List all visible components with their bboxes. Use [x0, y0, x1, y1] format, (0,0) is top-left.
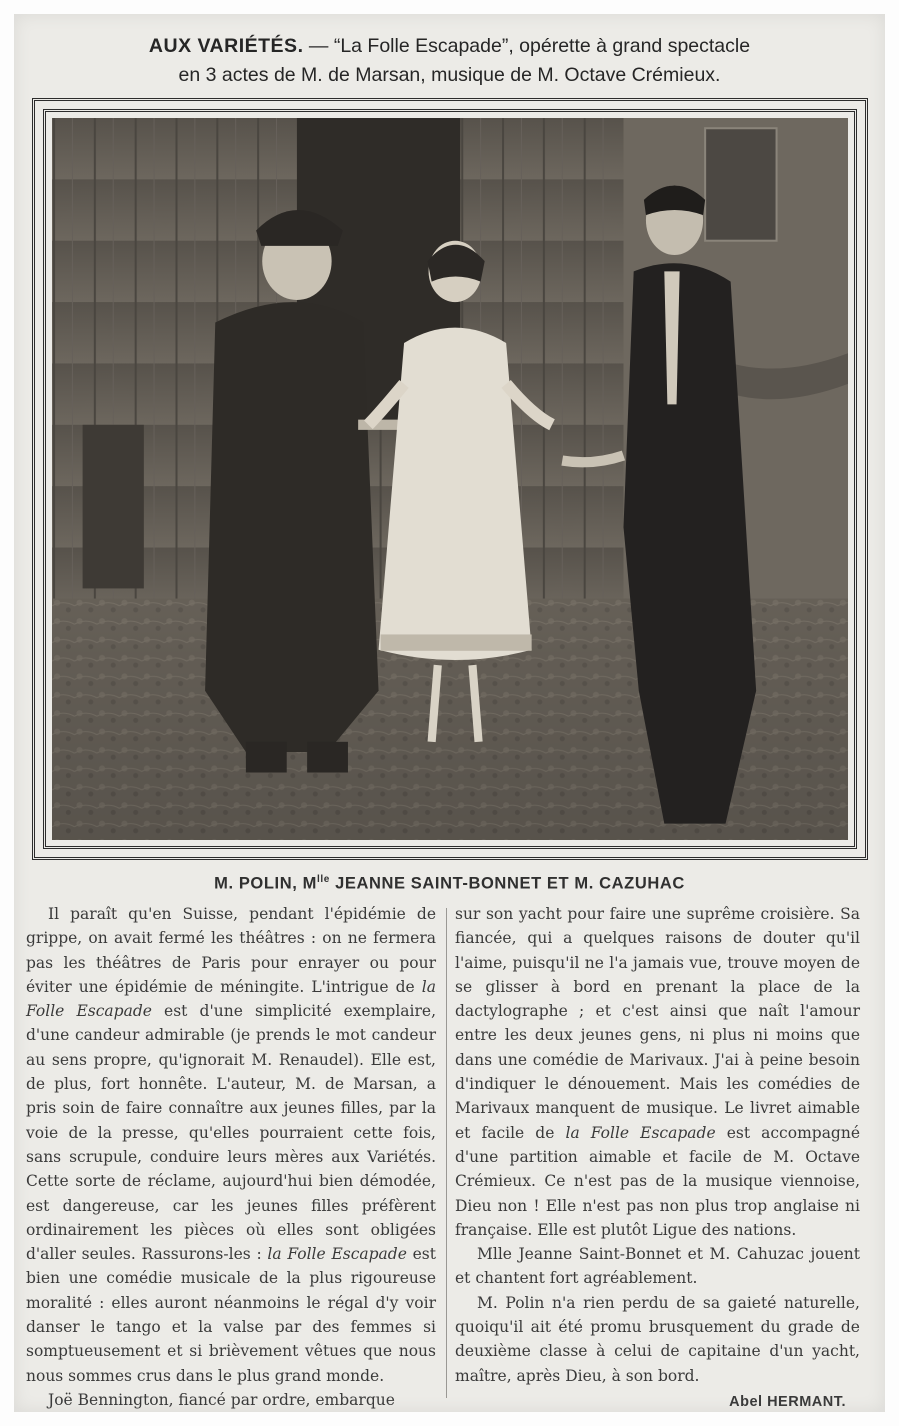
photo-caption: [14, 874, 885, 894]
photo-frame: [32, 98, 868, 860]
caption-superscript: lle: [316, 874, 330, 885]
newspaper-page: [14, 14, 885, 1412]
paragraph-text: est d'une simplicité exemplaire, d'une candeur admirable (je prends le mot candeur au sens propre, qu'ignorait M. Renaudel). Elle est, de plus, fort honnête. L'auteur, M. de Marsan, a pris soin de faire connaître aux jeunes filles, par la voie de la presse, qu'elles pourraient cette fois, sans scrupule, conduire leurs mères aux Variétés. Cette sorte de réclame, aujourd'hui bien démodée, est dangereuse, car les jeunes filles préfèrent ordinairement les pièces où elles sont obligées d'aller seules. Rassurons-les :: [26, 1002, 437, 1264]
article-column-right: [455, 902, 860, 1414]
stage-photograph: [52, 118, 848, 840]
article-paragraph: M. Polin n'a rien perdu de sa gaieté naturelle, quoiqu'il ait été promu brusquement du grade de deuxième classe à celui de capitaine d'un yacht, maître, après Dieu, à son bord.: [455, 1293, 860, 1385]
play-title: la Folle Escapade: [26, 977, 436, 1021]
article-paragraph: Mlle Jeanne Saint-Bonnet et M. Cahuzac jouent et chantent fort agréablement.: [455, 1245, 860, 1288]
paragraph-text: est accompagné d'une partition aimable et facile de M. Octave Crémieux. Ce n'est pas de la musique viennoise, Dieu non ! Elle n'est pas non plus trop anglaise ni française. Elle est plutôt Ligue des nations.: [455, 1123, 861, 1239]
paragraph-text: Il paraît qu'en Suisse, pendant l'épidémie de grippe, on avait fermé les théâtres : on ne fermera pas les théâtres de Paris pour enrayer ou pour éviter une épidémie de méningite. L'intrigue de: [26, 905, 436, 996]
headline-title-line1: — “La Folle Escapade”, opérette à grand spectacle: [303, 35, 751, 57]
photo-frame-inner: [43, 109, 857, 849]
author-signature: Abel HERMANT.: [729, 1393, 846, 1410]
paragraph-text: est bien une comédie musicale de la plus rigoureuse moralité : elles auront néanmoins le régal d'y voir danser le tango et la valse par des femmes si somptueusement et si brièvement vêtues que nous nous sommes crus dans le plus grand monde.: [26, 1245, 436, 1385]
paragraph-text: sur son yacht pour faire une suprême croisière. Sa fiancée, qui a quelques raisons de douter qu'il l'aime, puisqu'il ne l'a jamais vue, trouve moyen de se glisser à bord en prenant la place de la dactylographe ; et c'est ainsi que naît l'amour entre les deux jeunes gens, ni plus ni moins que dans une comédie de Marivaux. J'ai à peine besoin d'indiquer le dénouement. Mais les comédies de Marivaux manquent de musique. Le livret aimable et facile de: [455, 905, 860, 1142]
column-divider: [446, 908, 447, 1398]
play-title: la Folle Escapade: [267, 1245, 407, 1264]
article-paragraph: [455, 902, 860, 1242]
article-paragraph: Joë Bennington, fiancé par ordre, embarque: [48, 1390, 395, 1409]
caption-part2: JEANNE SAINT-BONNET ET M. CAZUHAC: [329, 874, 685, 893]
play-title: la Folle Escapade: [565, 1123, 716, 1142]
article-paragraph: [26, 902, 436, 1388]
article-column-left: [26, 902, 436, 1412]
stage-photograph-drawing: [52, 118, 848, 840]
caption-part1: M. POLIN, M: [214, 874, 317, 893]
article-headline: [14, 32, 885, 90]
headline-title-line2: en 3 actes de M. de Marsan, musique de M. Octave Crémieux.: [178, 64, 721, 86]
headline-kicker: AUX VARIÉTÉS.: [148, 35, 304, 57]
